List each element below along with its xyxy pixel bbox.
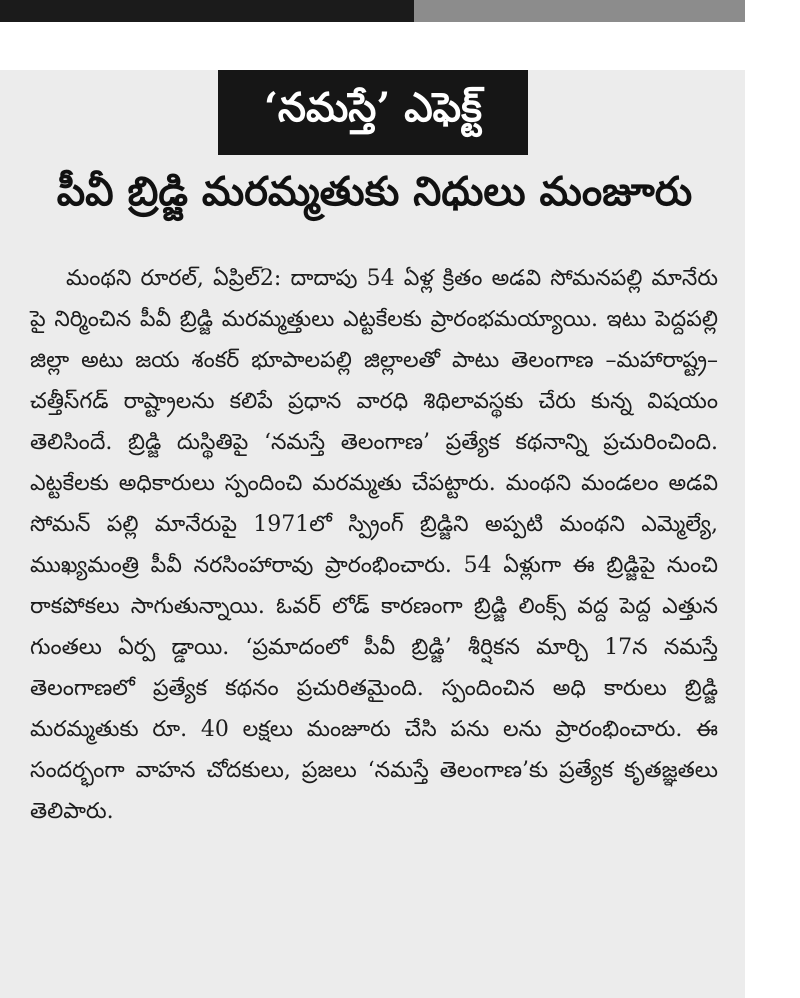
- article-headline: పీవీ బ్రిడ్జి మరమ్మతుకు నిధులు మంజూరు: [56, 169, 693, 215]
- article-body: మంథని రూరల్, ఏప్రిల్2: దాదాపు 54 ఏళ్ల క్రితం అడవి సోమనపల్లి మానేరు పై నిర్మించిన పీవీ బ్రిడ్జి మరమ్మత్తులు ఎట్టకేలకు ప్రారంభమయ్యాయి. ఇటు పెద్దపల్లి జిల్లా అటు జయ శంకర్ భూపాలపల్లి జిల్లాలతో పాటు తెలంగాణ –మహారాష్ట్ర– చత్తీస్‌గడ్ రాష్ట్రాలను కలిపే ప్రధాన వారధి శిథిలావస్థకు చేరు కున్న విషయం తెలిసిందే. బ్రిడ్జి దుస్థితిపై ‘నమస్తే తెలంగాణ’ ప్రత్యేక కథనాన్ని ప్రచురించింది. ఎట్టకేలకు అధికారులు స్పందించి మరమ్మతు చేపట్టారు. మంథని మండలం అడవి సోమన్ పల్లి మానేరుపై 1971లో స్ప్రింగ్ బ్రిడ్జిని అప్పటి మంథని ఎమ్మెల్యే, ముఖ్యమంత్రి పీవీ నరసింహారావు ప్రారంభించారు. 54 ఏళ్లుగా ఈ బ్రిడ్జిపై నుంచి రాకపోకలు సాగుతున్నాయి. ఓవర్ లోడ్ కారణంగా బ్రిడ్జి లింక్స్ వద్ద పెద్ద ఎత్తున గుంతలు ఏర్ప డ్డాయి. ‘ప్రమాదంలో పీవీ బ్రిడ్జి’ శీర్షికన మార్చి 17న నమస్తే తెలంగాణలో ప్రత్యేక కథనం ప్రచురితమైంది. స్పందించిన అధి కారులు బ్రిడ్జి మరమ్మతుకు రూ. 40 లక్షలు మంజూరు చేసి పను లను ప్రారంభించారు. ఈ సందర్భంగా వాహన చోదకులు, ప్రజలు ‘నమస్తే తెలంగాణ’కు ప్రత్యేక కృతజ్ఞతలు తెలిపారు.: [30, 266, 718, 824]
- article-kicker: ‘నమస్తే’ ఎఫెక్ట్: [218, 70, 528, 155]
- news-article: [0, 70, 745, 998]
- top-bar-dark: [0, 0, 414, 22]
- top-bar-grey: [414, 0, 745, 22]
